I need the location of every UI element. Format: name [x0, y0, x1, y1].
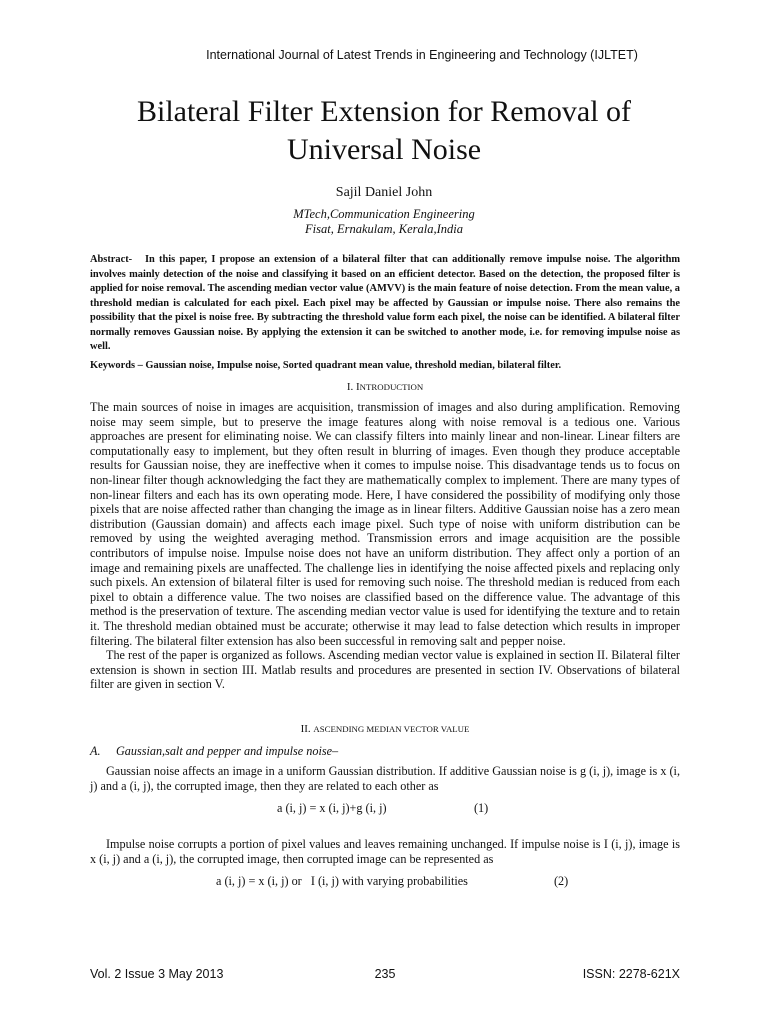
- affiliation-line-1: MTech,Communication Engineering: [293, 207, 475, 221]
- journal-header: International Journal of Latest Trends in Engineering and Technology (IJLTET): [206, 48, 638, 62]
- impulse-noise-paragraph: Impulse noise corrupts a portion of pixel values and leaves remaining unchanged. If impulse noise is I (i, j), image is x (i, j) and a (i, j), the corrupted image, then corrupted image can be represented as: [90, 837, 680, 866]
- footer-page-number: 235: [374, 967, 396, 981]
- equation-2: a (i, j) = x (i, j) or I (i, j) with varying probabilities: [216, 874, 468, 888]
- subsection-heading-a: [90, 744, 338, 759]
- abstract-label: Abstract-: [90, 254, 133, 265]
- section-2-title: ASCENDING MEDIAN VECTOR VALUE: [313, 724, 470, 734]
- abstract: [90, 253, 680, 355]
- gaussian-noise-paragraph: Gaussian noise affects an image in a uniform Gaussian distribution. If additive Gaussian noise is g (i, j), image is x (i, j) and a (i, j), the corrupted image, then they are related to each other as: [90, 764, 680, 793]
- title-line-2: Universal Noise: [286, 133, 482, 166]
- intro-paragraph-2: The rest of the paper is organized as follows. Ascending median vector value is explained in section II. Bilateral filter extension is shown in section III. Matlab results and procedures are presented in section IV. Observations of bilateral filter are given in section V.: [90, 648, 680, 692]
- section-heading-introduction: [90, 381, 680, 393]
- paper-title: [0, 93, 768, 169]
- subsection-a-title: Gaussian,salt and pepper and impulse noise–: [116, 744, 339, 758]
- section-1-title: NTRODUCTION: [359, 382, 424, 392]
- equation-2-number: (2): [554, 874, 569, 888]
- title-line-1: Bilateral Filter Extension for Removal of: [136, 95, 632, 128]
- section-1-number: I. I: [346, 381, 360, 393]
- author-affiliation: [0, 207, 768, 237]
- intro-paragraph-1: The main sources of noise in images are acquisition, transmission of images and also during amplification. Removing noise may seem simple, but to preserve the image features along with noise removal is a tedious one. Various approaches are present for eliminating noise. We can classify filters into mainly linear and non-linear. Linear filters are computationally easy to implement, but they often result in blurring of images. Even though they produce acceptable results for Gaussian noise, they are ineffective when it comes to impulse noise. This disadvantage tends us to focus on non-linear filter though acknowledging the fact they are mathematically complex to implement. There are many types of non-linear filters and each has its own operating mode. Here, I have considered the possibility of modifying only those pixels that are noise affected rather than changing the image as in linear filters. Additive Gaussian noise has a zero mean distribution (Gaussian domain) and affects each image pixel. Such type of noise with uniform distribution can be removed by using the weighted averaging method. Transmission errors and image acquisition are the possible contributors of impulse noise. Impulse noise does not have an uniform distribution. They affect only a portion of an image and remaining pixels are unaffected. The challenge lies in identifying the noise affected pixels and replacing only such pixels. An extension of bilateral filter is used for removing such noise. The threshold median is reduced from each pixel to obtain a difference value. The two noises are classified based on the difference value. The advantage of this method is the preservation of texture. The ascending median vector value is used for identifying the texture and to retain it. The threshold median obtained must be accurate; otherwise it may lead to false detection which results in improper filtering. The bilateral filter extension has also been successful in removing salt and pepper noise.: [90, 400, 680, 648]
- affiliation-line-2: Fisat, Ernakulam, Kerala,India: [305, 222, 463, 236]
- footer-issn: ISSN: 2278-621X: [582, 967, 680, 981]
- equation-1-number: (1): [474, 801, 489, 815]
- section-2-number: II.: [300, 723, 314, 735]
- keywords: Keywords – Gaussian noise, Impulse noise, Sorted quadrant mean value, threshold median, bilateral filter.: [90, 360, 562, 371]
- author-name: Sajil Daniel John: [335, 185, 433, 200]
- footer-volume: Vol. 2 Issue 3 May 2013: [90, 967, 224, 981]
- equation-1: a (i, j) = x (i, j)+g (i, j): [277, 801, 387, 815]
- subsection-a-number: A.: [90, 744, 101, 758]
- introduction-body: [90, 400, 680, 692]
- abstract-text: In this paper, I propose an extension of a bilateral filter that can additionally remove impulse noise. The algorithm involves mainly detection of the noise and classifying it based on an efficient detector. Based on the detection, the proposed filter is applied for noise removal. The ascending median vector value (AMVV) is the main feature of noise detection. From the mean value, a threshold median is calculated for each pixel. Each pixel may be affected by Gaussian or impulse noise. There also remains the possibility that the pixel is noise free. By subtracting the threshold value form each pixel, the noise can be identified. A bilateral filter normally removes Gaussian noise. By applying the extension it can be switched to another mode, i.e. for removing impulse noise as well.: [90, 254, 680, 352]
- section-heading-amvv: [90, 723, 680, 735]
